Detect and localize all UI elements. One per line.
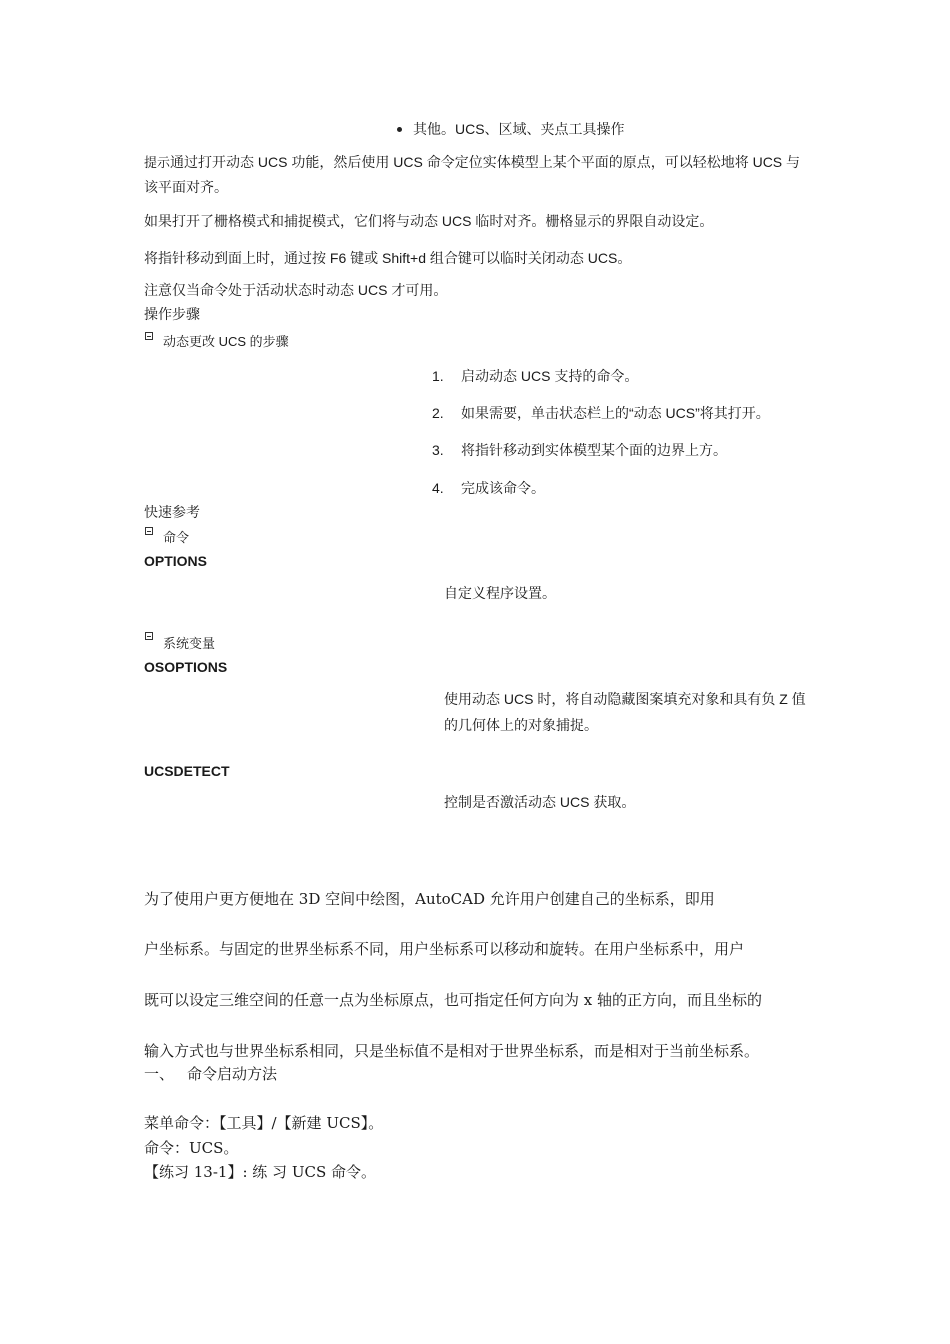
body-line: 户坐标系。与固定的世界坐标系不同，用户坐标系可以移动和旋转。在用户坐标系中，用户 xyxy=(144,940,745,958)
step-number: 2. xyxy=(432,405,444,421)
step-text: 完成该命令。 xyxy=(461,480,545,496)
menu-command: 菜单命令：【工具】/【新建 UCS】。 xyxy=(144,1114,384,1132)
ucsdetect-description: 控制是否激活动态 UCS 获取。 xyxy=(444,794,636,810)
tip-text: 通过打开动态 UCS 功能，然后使用 UCS 命令定位实体模型上某个平面的原点，可以轻松地将 UCS 与该平面对齐。 xyxy=(144,154,801,195)
step-number: 4. xyxy=(432,480,444,496)
steps-heading: 操作步骤 xyxy=(144,306,200,322)
command-line: 命令：UCS。 xyxy=(144,1139,239,1157)
step-text: 如果需要，单击状态栏上的“动态 UCS”将其打开。 xyxy=(461,405,770,421)
body-line: 输入方式也与世界坐标系相同，只是坐标值不是相对于世界坐标系，而是相对于当前坐标系。 xyxy=(144,1042,760,1060)
f6-paragraph: 将指针移动到面上时，通过按 F6 键或 Shift+d 组合键可以临时关闭动态 UCS。 xyxy=(144,250,632,266)
step-text: 将指针移动到实体模型某个面的边界上方。 xyxy=(461,442,727,458)
step-text: 启动动态 UCS 支持的命令。 xyxy=(461,368,639,384)
osoptions-description: 使用动态 UCS 时，将自动隐藏图案填充对象和具有负 Z 值的几何体上的对象捕捉。 xyxy=(444,691,806,733)
bullet-text: 其他。UCS、区域、夹点工具操作 xyxy=(413,121,625,137)
options-description: 自定义程序设置。 xyxy=(444,585,556,601)
step-number: 1. xyxy=(432,368,444,384)
sysvar-label: 系统变量 xyxy=(163,636,216,651)
sysvar-osoptions[interactable]: OSOPTIONS xyxy=(144,659,228,675)
quick-ref-heading: 快速参考 xyxy=(144,504,200,520)
sysvar-ucsdetect[interactable]: UCSDETECT xyxy=(144,763,230,779)
section-title: 命令启动方法 xyxy=(187,1065,278,1083)
tip-paragraph xyxy=(144,150,812,200)
collapse-toggle-icon[interactable] xyxy=(145,527,153,535)
tip-label: 提示 xyxy=(144,155,171,170)
body-line: 既可以设定三维空间的任意一点为坐标原点，也可指定任何方向为 x 轴的正方向，而且坐标的 xyxy=(144,991,762,1009)
steps-subtitle: 动态更改 UCS 的步骤 xyxy=(163,334,289,349)
note-paragraph: 注意仅当命令处于活动状态时动态 UCS 才可用。 xyxy=(144,282,448,298)
collapse-toggle-icon[interactable] xyxy=(145,632,153,640)
exercise-line: 【练习 13-1】: 练 习 UCS 命令。 xyxy=(144,1163,376,1181)
body-line: 为了使用户更方便地在 3D 空间中绘图，AutoCAD 允许用户创建自己的坐标系，即用 xyxy=(144,890,715,908)
commands-label: 命令 xyxy=(163,530,190,545)
step-number: 3. xyxy=(432,442,444,458)
command-options[interactable]: OPTIONS xyxy=(144,553,208,569)
grid-paragraph: 如果打开了栅格模式和捕捉模式，它们将与动态 UCS 临时对齐。栅格显示的界限自动设定。 xyxy=(144,213,714,229)
section-number: 一、 xyxy=(144,1065,175,1083)
collapse-toggle-icon[interactable] xyxy=(145,332,153,340)
bullet-icon xyxy=(397,127,402,132)
